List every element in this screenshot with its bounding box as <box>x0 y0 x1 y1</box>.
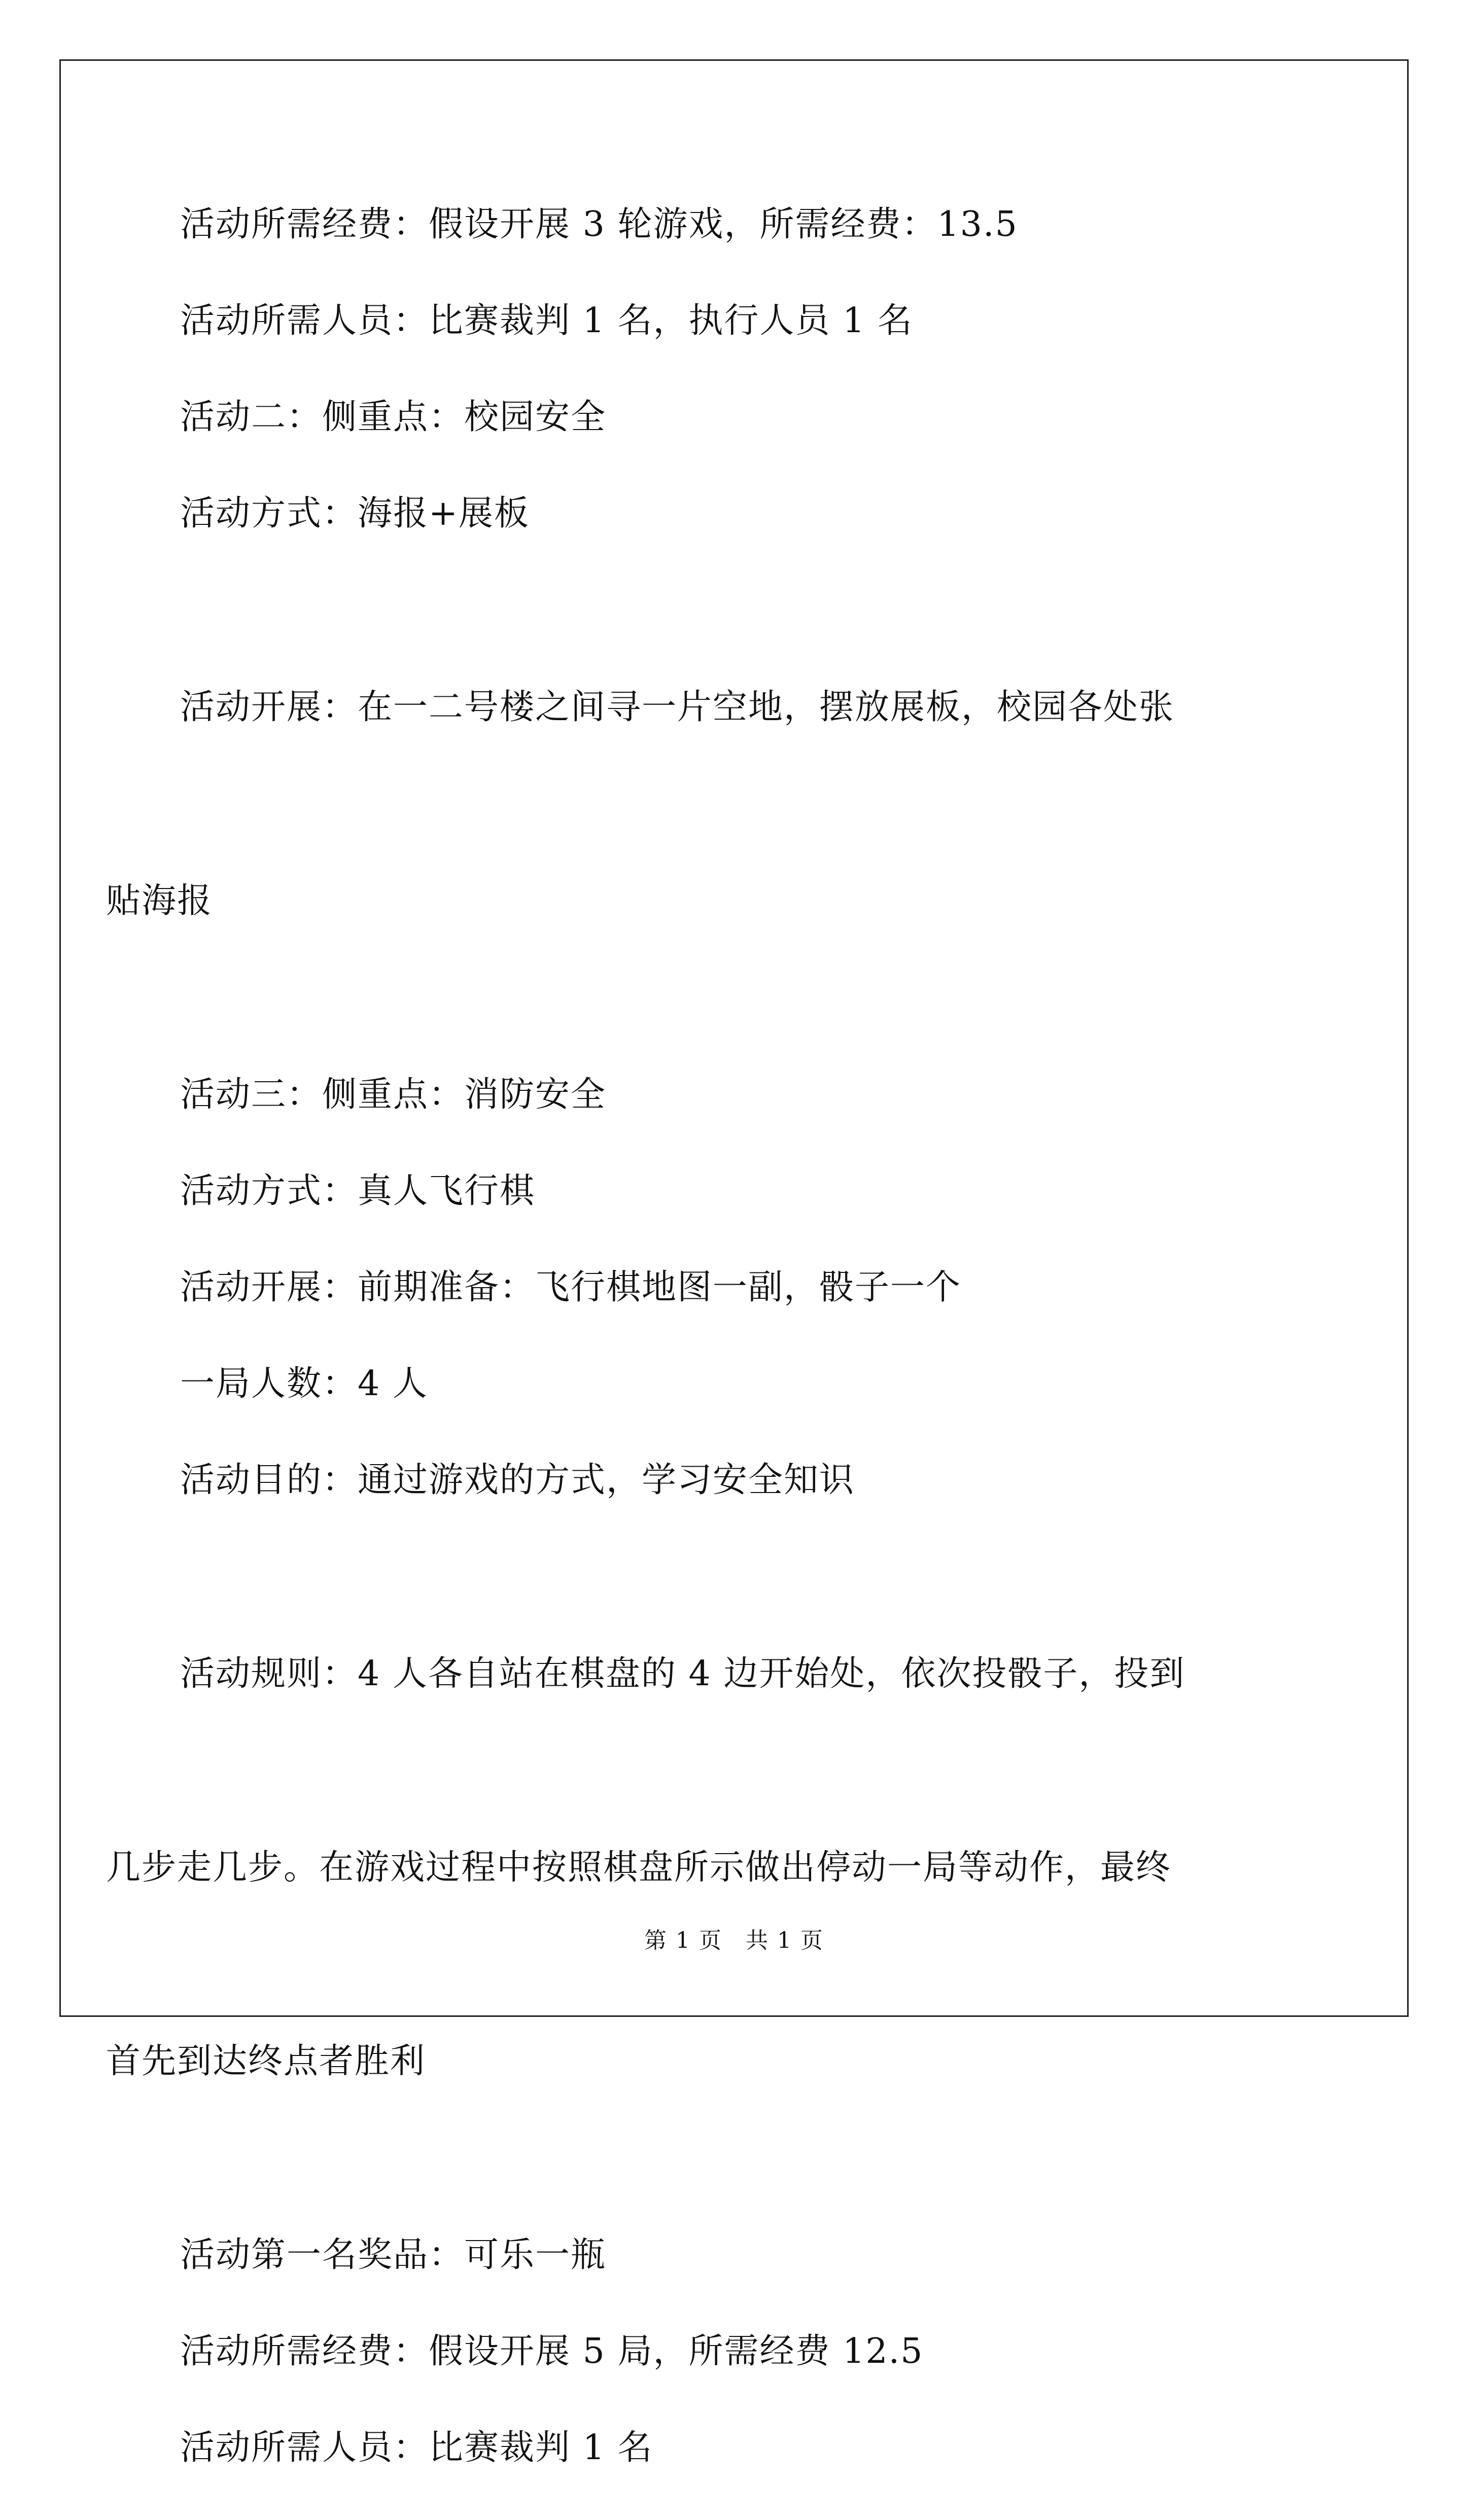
paragraph-line: 活动开展：在一二号楼之间寻一片空地，摆放展板，校园各处张 <box>180 687 1175 727</box>
paragraph-rules <box>106 1552 1296 2183</box>
paragraph-activity-three: 活动三：侧重点：消防安全 <box>180 1075 607 1115</box>
paragraph-staff-1: 活动所需人员：比赛裁判 1 名，执行人员 1 名 <box>180 301 913 341</box>
paragraph-preparation: 活动开展：前期准备：飞行棋地图一副，骰子一个 <box>180 1267 962 1307</box>
paragraph-method-3: 活动方式：真人飞行棋 <box>180 1171 536 1211</box>
paragraph-line: 首先到达终点者胜利 <box>106 2041 426 2081</box>
paragraph-funding-1: 活动所需经费：假设开展 3 轮游戏，所需经费：13.5 <box>180 204 1018 244</box>
paragraph-method-2: 活动方式：海报+展板 <box>180 493 530 534</box>
paragraph-prize: 活动第一名奖品：可乐一瓶 <box>180 2235 607 2275</box>
paragraph-funding-3: 活动所需经费：假设开展 5 局，所需经费 12.5 <box>180 2331 924 2371</box>
paragraph-line: 活动规则：4 人各自站在棋盘的 4 边开始处，依次投骰子，投到 <box>180 1654 1185 1694</box>
paragraph-players: 一局人数：4 人 <box>180 1364 428 1404</box>
paragraph-activity-two: 活动二：侧重点：校园安全 <box>180 397 607 437</box>
paragraph-line: 贴海报 <box>106 881 213 921</box>
paragraph-purpose: 活动目的：通过游戏的方式，学习安全知识 <box>180 1460 855 1500</box>
page-footer: 第 1 页 共 1 页 <box>644 1928 824 1954</box>
paragraph-staff-3: 活动所需人员：比赛裁判 1 名 <box>180 2428 653 2468</box>
paragraph-line: 几步走几步。在游戏过程中按照棋盘所示做出停动一局等动作，最终 <box>106 1848 1172 1888</box>
document-body <box>106 200 1296 2520</box>
paragraph-conduct-2 <box>106 586 1296 1023</box>
